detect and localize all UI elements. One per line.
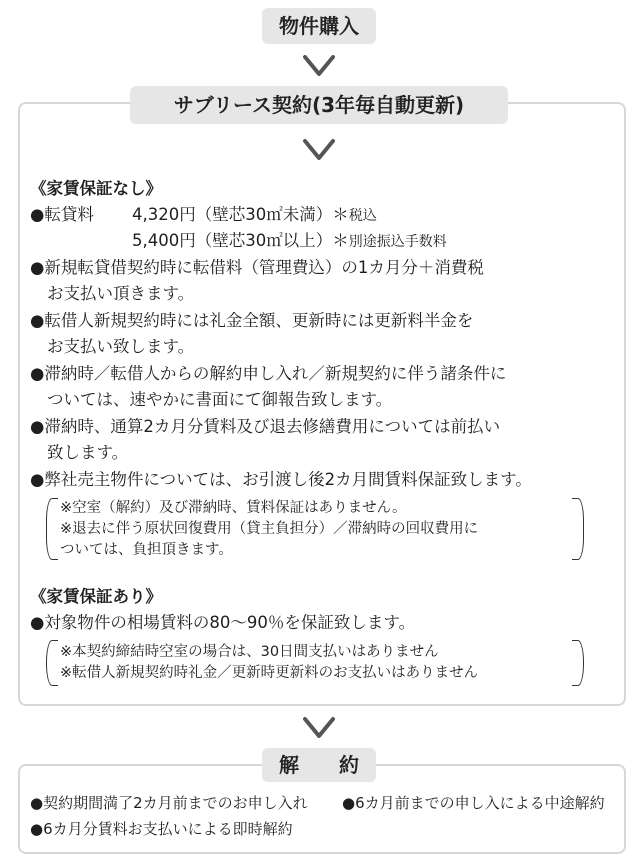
- down-arrow-icon: [302, 138, 336, 164]
- bullet-key-money: ●転借人新規契約時には礼金全額、更新時には更新料半金を: [30, 311, 474, 330]
- cancel-option-expiry: ●契約期間満了2カ月前までのお申し入れ: [30, 794, 308, 812]
- fee-note: 別途振込手数料: [348, 234, 447, 250]
- fee-note: 税込: [348, 208, 377, 224]
- bullet-seller-property: ●弊社売主物件については、お引渡し後2カ月間賃料保証致します。: [30, 470, 532, 489]
- sublease-fee-line-2: [132, 230, 447, 253]
- bullet-key-money-cont: お支払い致します。: [47, 337, 195, 356]
- purchase-label: 物件購入: [262, 8, 376, 44]
- down-arrow-icon: [302, 716, 336, 742]
- note-paren-right: [572, 498, 584, 560]
- fee-amount-large-unit: 5,400円（壁芯30㎡以上）＊: [132, 231, 349, 250]
- note-no-key-money: ※転借人新規契約時礼金／更新時更新料のお支払いはありません: [60, 665, 479, 681]
- cancellation-title: 解 約: [262, 748, 376, 782]
- note-vacant-at-signing: ※本契約締結時空室の場合は、30日間支払いはありません: [60, 644, 439, 660]
- bullet-report: ●滞納時／転借人からの解約申し入れ／新規契約に伴う諸条件に: [30, 364, 507, 383]
- note-paren-left: [46, 640, 58, 686]
- note-paren-left: [46, 498, 58, 560]
- bullet-advance-payment: ●滞納時、通算2カ月分賃料及び退去修繕費用については前払い: [30, 417, 501, 436]
- cancel-option-immediate: ●6カ月分賃料お支払いによる即時解約: [30, 820, 293, 838]
- down-arrow-icon: [302, 54, 336, 80]
- with-guarantee-heading: 《家賃保証あり》: [30, 587, 162, 606]
- note-restoration: ※退去に伴う原状回復費用（貸主負担分）／滞納時の回収費用に: [60, 521, 479, 537]
- sublease-contract-label: サブリース契約(3年毎自動更新): [130, 86, 508, 124]
- note-restoration-cont: ついては、負担頂きます。: [60, 542, 233, 558]
- bullet-guarantee-rate: ●対象物件の相場賃料の80～90％を保証致します。: [30, 613, 416, 632]
- bullet-new-contract-cont: お支払い頂きます。: [47, 284, 195, 303]
- note-vacancy: ※空室（解約）及び滞納時、賃料保証はありません。: [60, 500, 407, 516]
- bullet-advance-payment-cont: 致します。: [47, 443, 129, 462]
- no-guarantee-heading: 《家賃保証なし》: [30, 179, 162, 198]
- bullet-report-cont: ついては、速やかに書面にて御報告致します。: [47, 390, 393, 409]
- fee-amount-small-unit: 4,320円（壁芯30㎡未満）＊: [132, 205, 349, 224]
- bullet-new-contract: ●新規転貸借契約時に転借料（管理費込）の1カ月分＋消費税: [30, 258, 484, 277]
- cancel-option-midterm: ●6カ月前までの申し入による中途解約: [342, 794, 605, 812]
- sublease-fee-line-1: [132, 204, 377, 227]
- note-paren-right: [572, 640, 584, 686]
- sublease-fee-label: ●転貸料: [30, 205, 94, 224]
